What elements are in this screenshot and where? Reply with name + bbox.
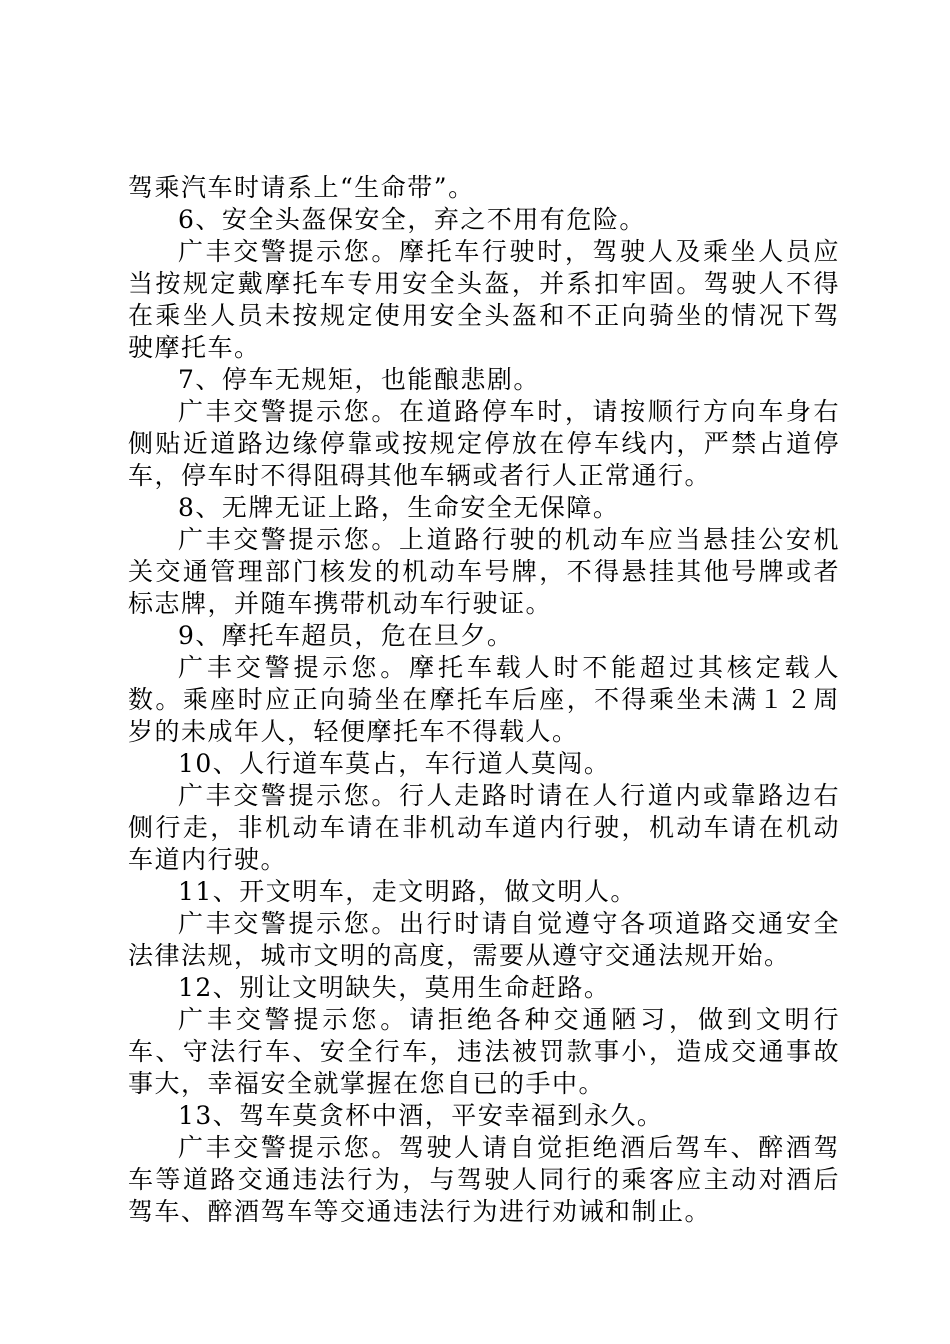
paragraph: 广丰交警提示您。上道路行驶的机动车应当悬挂公安机关交通管理部门核发的机动车号牌，不得悬挂其他号牌或者标志牌，并随车携带机动车行驶证。	[128, 525, 840, 618]
paragraph: 广丰交警提示您。请拒绝各种交通陋习，做到文明行车、守法行车、安全行车，违法被罚款事小，造成交通事故事大，幸福安全就掌握在您自已的手中。	[128, 1005, 840, 1098]
paragraph: 9、摩托车超员，危在旦夕。	[178, 621, 514, 650]
paragraph: 11、开文明车，走文明路，做文明人。	[178, 877, 637, 906]
paragraph: 驾乘汽车时请系上“生命带”。	[128, 173, 475, 202]
paragraph: 6、安全头盔保安全，弃之不用有危险。	[178, 205, 646, 234]
paragraph: 10、人行道车莫占，车行道人莫闯。	[178, 749, 611, 778]
paragraph: 广丰交警提示您。在道路停车时，请按顺行方向车身右侧贴近道路边缘停靠或按规定停放在停车线内，严禁占道停车，停车时不得阻碍其他车辆或者行人正常通行。	[128, 397, 840, 490]
paragraph: 12、别让文明缺失，莫用生命赶路。	[178, 973, 611, 1002]
paragraph: 广丰交警提示您。出行时请自觉遵守各项道路交通安全法律法规，城市文明的高度，需要从遵守交通法规开始。	[128, 909, 840, 970]
paragraph: 广丰交警提示您。摩托车载人时不能超过其核定载人数。乘座时应正向骑坐在摩托车后座，不得乘坐未满１２周岁的未成年人，轻便摩托车不得载人。	[128, 653, 840, 746]
paragraph: 广丰交警提示您。行人走路时请在人行道内或靠路边右侧行走，非机动车请在非机动车道内行驶，机动车请在机动车道内行驶。	[128, 781, 840, 874]
paragraph: 13、驾车莫贪杯中酒，平安幸福到永久。	[178, 1101, 664, 1130]
paragraph: 广丰交警提示您。摩托车行驶时，驾驶人及乘坐人员应当按规定戴摩托车专用安全头盔，并系扣牢固。驾驶人不得在乘坐人员未按规定使用安全头盔和不正向骑坐的情况下驾驶摩托车。	[128, 237, 840, 362]
paragraph: 广丰交警提示您。驾驶人请自觉拒绝酒后驾车、醉酒驾车等道路交通违法行为，与驾驶人同行的乘客应主动对酒后驾车、醉酒驾车等交通违法行为进行劝诫和制止。	[128, 1133, 840, 1226]
paragraph: 7、停车无规矩，也能酿悲剧。	[178, 365, 540, 394]
document-body	[128, 172, 840, 1228]
paragraph: 8、无牌无证上路，生命安全无保障。	[178, 493, 620, 522]
